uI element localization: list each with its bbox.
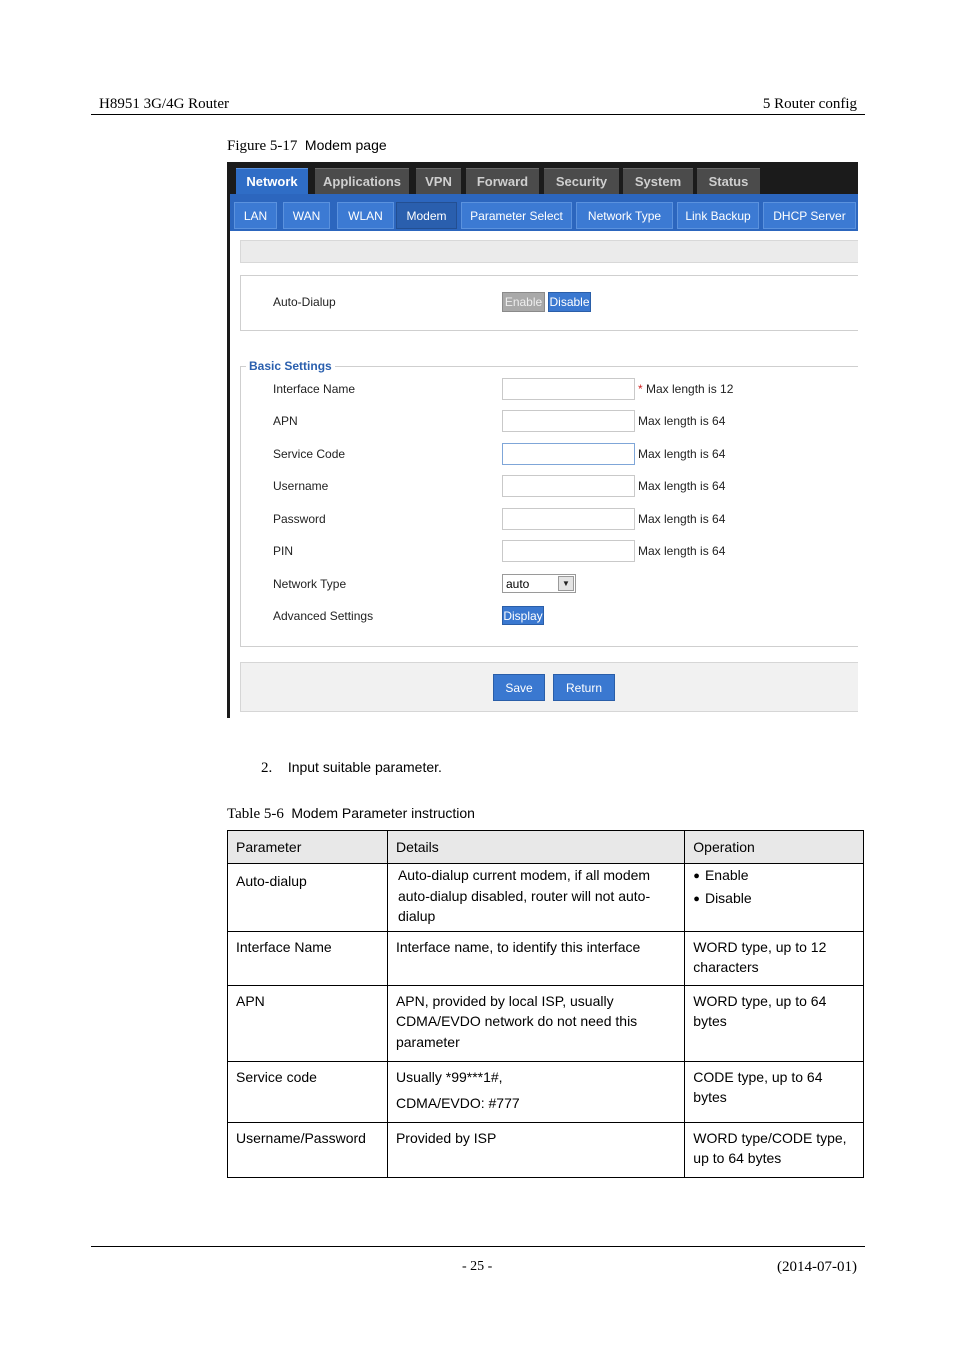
- password-hint: Max length is 64: [638, 512, 726, 526]
- username-input[interactable]: [502, 475, 635, 497]
- enable-button[interactable]: Enable: [502, 292, 545, 312]
- tab-forward[interactable]: Forward: [466, 168, 539, 194]
- details-line: CDMA/EVDO: #777: [395, 1095, 520, 1111]
- step-text: Input suitable parameter.: [287, 759, 442, 775]
- cell-details: Interface name, to identify this interface: [387, 931, 684, 985]
- table-row: [228, 864, 864, 932]
- auto-dialup-label: Auto-Dialup: [273, 295, 336, 309]
- disable-button[interactable]: Disable: [548, 292, 591, 312]
- sub-navigation: [230, 194, 858, 231]
- step-number: 2.: [261, 760, 273, 776]
- cell-parameter: APN: [228, 985, 388, 1061]
- modem-parameter-table: [227, 830, 864, 1178]
- basic-settings-legend: Basic Settings: [246, 359, 335, 373]
- table-header-row: [228, 831, 864, 864]
- page-toolbar: [240, 240, 858, 263]
- modem-page-screenshot: [227, 162, 858, 718]
- pin-input[interactable]: [502, 540, 635, 562]
- return-button[interactable]: Return: [553, 674, 615, 701]
- table-number: Table 5-6: [227, 806, 284, 822]
- header-document-title: H8951 3G/4G Router: [99, 96, 229, 112]
- tab-applications[interactable]: Applications: [315, 168, 409, 194]
- basic-settings-fieldset: [240, 359, 858, 647]
- cell-operation: [685, 864, 864, 932]
- password-label: Password: [273, 512, 326, 526]
- display-button[interactable]: Display: [502, 606, 544, 625]
- password-input[interactable]: [502, 508, 635, 530]
- subtab-link-backup[interactable]: Link Backup: [677, 202, 759, 229]
- list-item: ● Disable: [693, 888, 855, 911]
- cell-details: APN, provided by local ISP, usually CDMA/EVDO network do not need this parameter: [387, 985, 684, 1061]
- network-type-value: auto: [506, 577, 530, 591]
- service-code-hint: Max length is 64: [638, 447, 726, 461]
- network-type-label: Network Type: [273, 577, 347, 591]
- interface-name-input[interactable]: [502, 378, 635, 400]
- figure-caption: [227, 137, 387, 155]
- footer-rule: [91, 1246, 865, 1247]
- service-code-input[interactable]: [502, 443, 635, 465]
- figure-title: Modem page: [304, 137, 387, 153]
- page-number: - 25 -: [462, 1259, 493, 1274]
- subtab-lan[interactable]: LAN: [234, 202, 277, 229]
- header-section-title: 5 Router config: [762, 96, 857, 112]
- username-hint: Max length is 64: [638, 479, 726, 493]
- subtab-wan[interactable]: WAN: [283, 202, 330, 229]
- table-row: [228, 1061, 864, 1122]
- network-type-select[interactable]: [502, 574, 576, 593]
- cell-details: Auto-dialup current modem, if all modem auto-dialup disabled, router will not auto-dialup: [387, 864, 684, 932]
- top-navigation: [230, 162, 858, 194]
- pin-label: PIN: [273, 544, 294, 558]
- apn-hint: Max length is 64: [638, 414, 726, 428]
- subtab-modem[interactable]: Modem: [396, 202, 457, 229]
- subtab-network-type[interactable]: Network Type: [576, 202, 673, 229]
- cell-details: [387, 1061, 684, 1122]
- cell-parameter: Auto-dialup: [228, 864, 388, 932]
- figure-number: Figure 5-17: [227, 138, 298, 154]
- cell-operation: WORD type/CODE type, up to 64 bytes: [685, 1122, 864, 1177]
- required-star: *: [638, 382, 643, 396]
- service-code-label: Service Code: [273, 447, 346, 461]
- cell-details: Provided by ISP: [387, 1122, 684, 1177]
- col-header-parameter: Parameter: [228, 831, 388, 864]
- table-row: [228, 931, 864, 985]
- tab-vpn[interactable]: VPN: [416, 168, 461, 194]
- list-item: ● Enable: [693, 865, 855, 888]
- details-line: Usually *99***1#,: [395, 1068, 503, 1085]
- cell-parameter: Username/Password: [228, 1122, 388, 1177]
- interface-name-label: Interface Name: [273, 382, 356, 396]
- save-button[interactable]: Save: [493, 674, 545, 701]
- tab-system[interactable]: System: [623, 168, 693, 194]
- cell-parameter: Service code: [228, 1061, 388, 1122]
- username-label: Username: [273, 479, 329, 493]
- cell-parameter: Interface Name: [228, 931, 388, 985]
- advanced-settings-label: Advanced Settings: [273, 609, 374, 623]
- pin-hint: Max length is 64: [638, 544, 726, 558]
- cell-operation: CODE type, up to 64 bytes: [685, 1061, 864, 1122]
- table-row: [228, 985, 864, 1061]
- table-title: Modem Parameter instruction: [291, 805, 475, 821]
- left-border: [227, 162, 230, 718]
- chevron-down-icon[interactable]: ▼: [558, 576, 574, 591]
- subtab-dhcp-server[interactable]: DHCP Server: [763, 202, 856, 229]
- auto-dialup-box: [240, 275, 858, 331]
- apn-label: APN: [273, 414, 298, 428]
- subtab-wlan[interactable]: WLAN: [337, 202, 394, 229]
- col-header-details: Details: [387, 831, 684, 864]
- col-header-operation: Operation: [685, 831, 864, 864]
- apn-input[interactable]: [502, 410, 635, 432]
- tab-network[interactable]: Network: [236, 168, 308, 194]
- table-caption: [227, 805, 475, 823]
- header-rule: [91, 114, 865, 115]
- document-date: (2014-07-01): [777, 1259, 857, 1275]
- step-2: [261, 759, 442, 777]
- interface-name-hint: * Max length is 12: [638, 382, 734, 396]
- subtab-parameter-select[interactable]: Parameter Select: [461, 202, 572, 229]
- tab-security[interactable]: Security: [544, 168, 619, 194]
- tab-status[interactable]: Status: [697, 168, 760, 194]
- cell-operation: WORD type, up to 64 bytes: [685, 985, 864, 1061]
- cell-operation: WORD type, up to 12 characters: [685, 931, 864, 985]
- form-action-bar: [240, 662, 858, 712]
- table-row: [228, 1122, 864, 1177]
